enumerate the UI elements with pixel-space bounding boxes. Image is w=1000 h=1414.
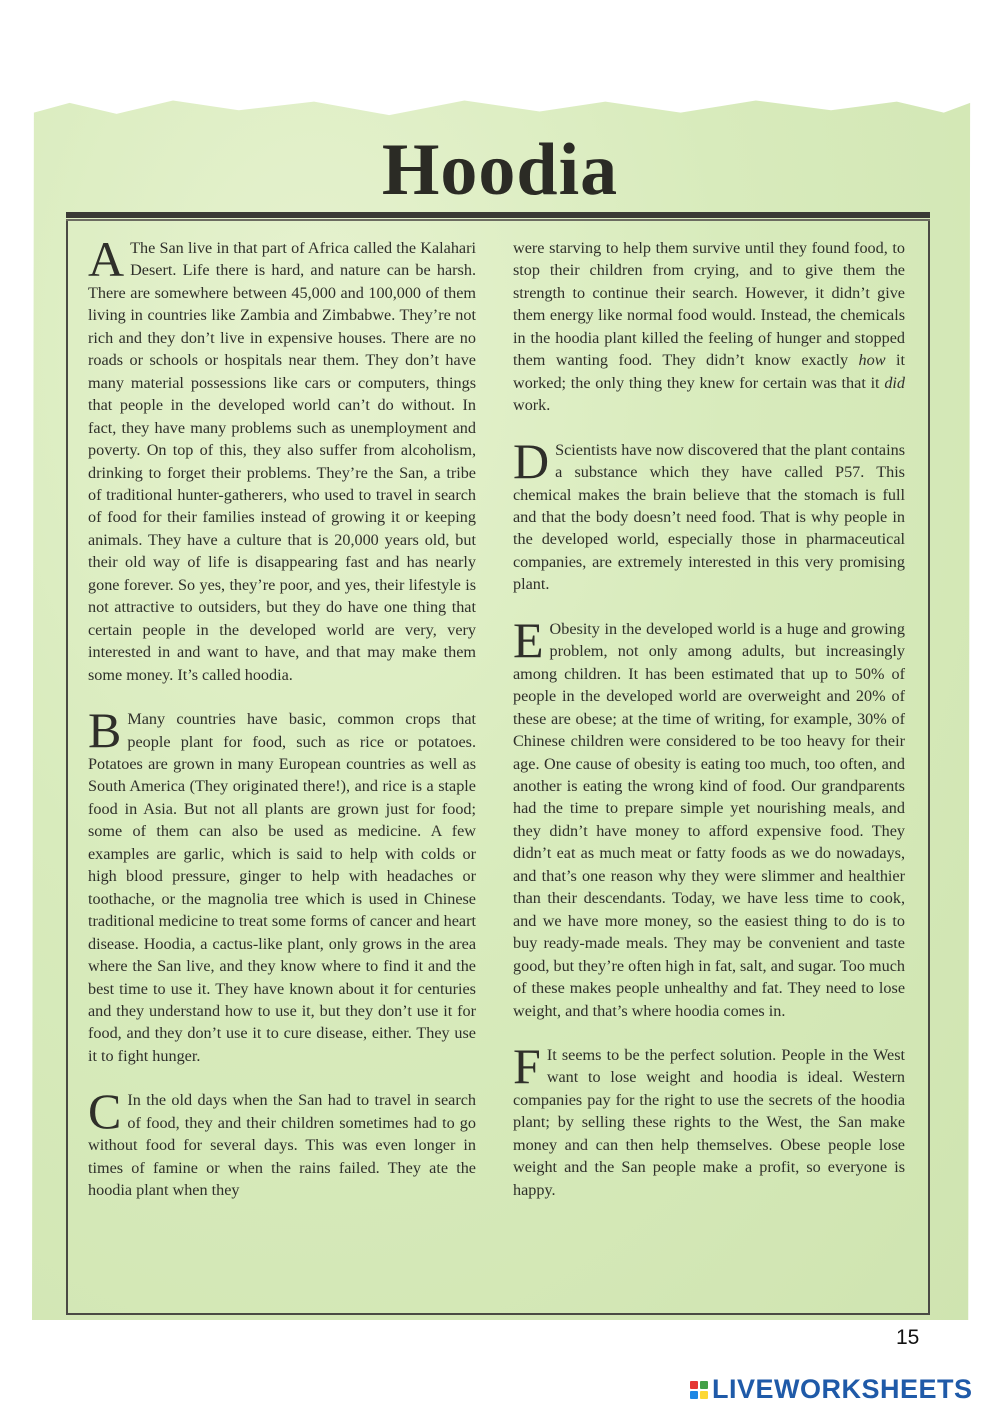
page-title: Hoodia — [381, 129, 619, 211]
section-f — [513, 1037, 905, 1201]
drop-cap-a: A — [88, 231, 125, 287]
left-column — [88, 231, 476, 1224]
drop-cap-d: D — [513, 432, 550, 489]
header-rule — [66, 212, 930, 218]
drop-cap-e: E — [513, 611, 544, 668]
section-a — [88, 231, 476, 686]
section-b — [88, 702, 476, 1067]
drop-cap-b: B — [88, 702, 122, 759]
logo-blocks-icon — [690, 1381, 708, 1399]
section-c-cont-text-3: work. — [513, 396, 551, 415]
section-c-cont-text-1: were starving to help them survive until they found food, to stop their children from crying, and to give them the strength to continue their search. However, it didn’t give them energy like normal food would. Instead, the chemicals in the hoodia plant killed the feeling of hunger and stopped them wanting food. They didn’t know exactly — [513, 239, 905, 370]
page-number: 15 — [896, 1326, 920, 1349]
drop-cap-f: F — [513, 1037, 541, 1094]
section-c-cont-text-2: it worked; the only thing they knew for certain was that it — [513, 351, 905, 392]
logo-block-3 — [690, 1391, 698, 1399]
logo-text: LIVEWORKSHEETS — [712, 1374, 973, 1404]
logo-block-2 — [700, 1381, 708, 1389]
section-c-continued — [513, 237, 905, 417]
logo-block-1 — [690, 1381, 698, 1389]
section-c-text: In the old days when the San had to travel in search of food, they and their children sometimes had to go without food for several days. This was even longer in times of famine or when the rains failed. They ate the hoodia plant when they — [88, 1091, 476, 1200]
section-d — [513, 432, 905, 596]
section-f-text: It seems to be the perfect solution. People in the West want to lose weight and hoodia is ideal. Western companies pay for the right to use the secrets of the hoodia plant; by selling these rights to the West, the San make money and can then help themselves. Obese people lose weight and the San people make a profit, so everyone is happy. — [513, 1045, 905, 1199]
emphasis-did: did — [884, 373, 905, 392]
section-b-text: Many countries have basic, common crops that people plant for food, such as rice or potatoes. Potatoes are grown in many European countries as well as South America (They originated there!), and rice is a staple food in Asia. But not all plants are grown just for food; some of them can also be used as medicine. A few examples are garlic, which is said to help with colds or high blood pressure, ginger to help with headaches or toothache, or the magnolia tree which is used in Chinese traditional medicine to treat some forms of cancer and heart disease. Hoodia, a cactus-like plant, only grows in the area where the San live, and they know where to find it and the best time to use it. They have known about it for centuries and they understand how to use it, but they don’t use it for food, and they don’t use it to cure disease, either. They use it to fight hunger. — [88, 710, 476, 1065]
section-e — [513, 611, 905, 1022]
emphasis-how: how — [858, 351, 886, 370]
section-e-text: Obesity in the developed world is a huge and growing problem, not only among adults, but increasingly among children. It has been estimated that up to 50% of people in the developed world are overweight and 20% of these are obese; at the time of writing, for example, 30% of Chinese children were considered to be too heavy for their age. One cause of obesity is eating too much, too often, and another is eating the wrong kind of food. Our grandparents had the time to prepare simple yet nourishing meals, and they didn’t have money to afford expensive food. They didn’t eat as much meat or fatty foods as we do nowadays, and that’s one reason why they were slimmer and healthier than their descendants. Today, we have less time to cook, and we have more money, so the easiest thing to do is to buy ready-made meals. They may be convenient and taste good, but they’re often high in fat, salt, and sugar. Too much of these makes people unhealthy and fat. They need to lose weight, and that’s where hoodia comes in. — [513, 619, 905, 1020]
section-d-text: Scientists have now discovered that the plant contains a substance which they have called P57. This chemical makes the brain believe that the stomach is full and that the body doesn’t need food. That is why people in the developed world, especially those in pharmaceutical companies, are extremely interested in this very promising plant. — [513, 440, 905, 594]
drop-cap-c: C — [88, 1083, 122, 1140]
section-a-text: The San live in that part of Africa called the Kalahari Desert. Life there is hard, and nature can be harsh. There are somewhere between 45,000 and 100,000 of them living in countries like Zambia and Zimbabwe. They’re not rich and they don’t live in expensive houses. There are no roads or schools or hospitals near them. They don’t have many material possessions like cars or computers, things that people in the developed world can’t do without. In fact, they have many problems such as unemployment and poverty. On top of this, they also suffer from alcoholism, drinking to forget their problems. They’re the San, a tribe of traditional hunter-gatherers, who used to travel in search of food for their families instead of growing it or keeping animals. They have a culture that is 20,000 years old, but their old way of life is disappearing fast and has nearly gone forever. So yes, they’re poor, and yes, their lifestyle is not attractive to outsiders, but they do have one thing that certain people in the developed world are very, very interested in and want to have, and that may make them some money. It’s called hoodia. — [88, 239, 476, 684]
section-c — [88, 1083, 476, 1201]
logo-block-4 — [700, 1391, 708, 1399]
liveworksheets-logo[interactable] — [690, 1374, 973, 1405]
right-column — [513, 237, 905, 1223]
